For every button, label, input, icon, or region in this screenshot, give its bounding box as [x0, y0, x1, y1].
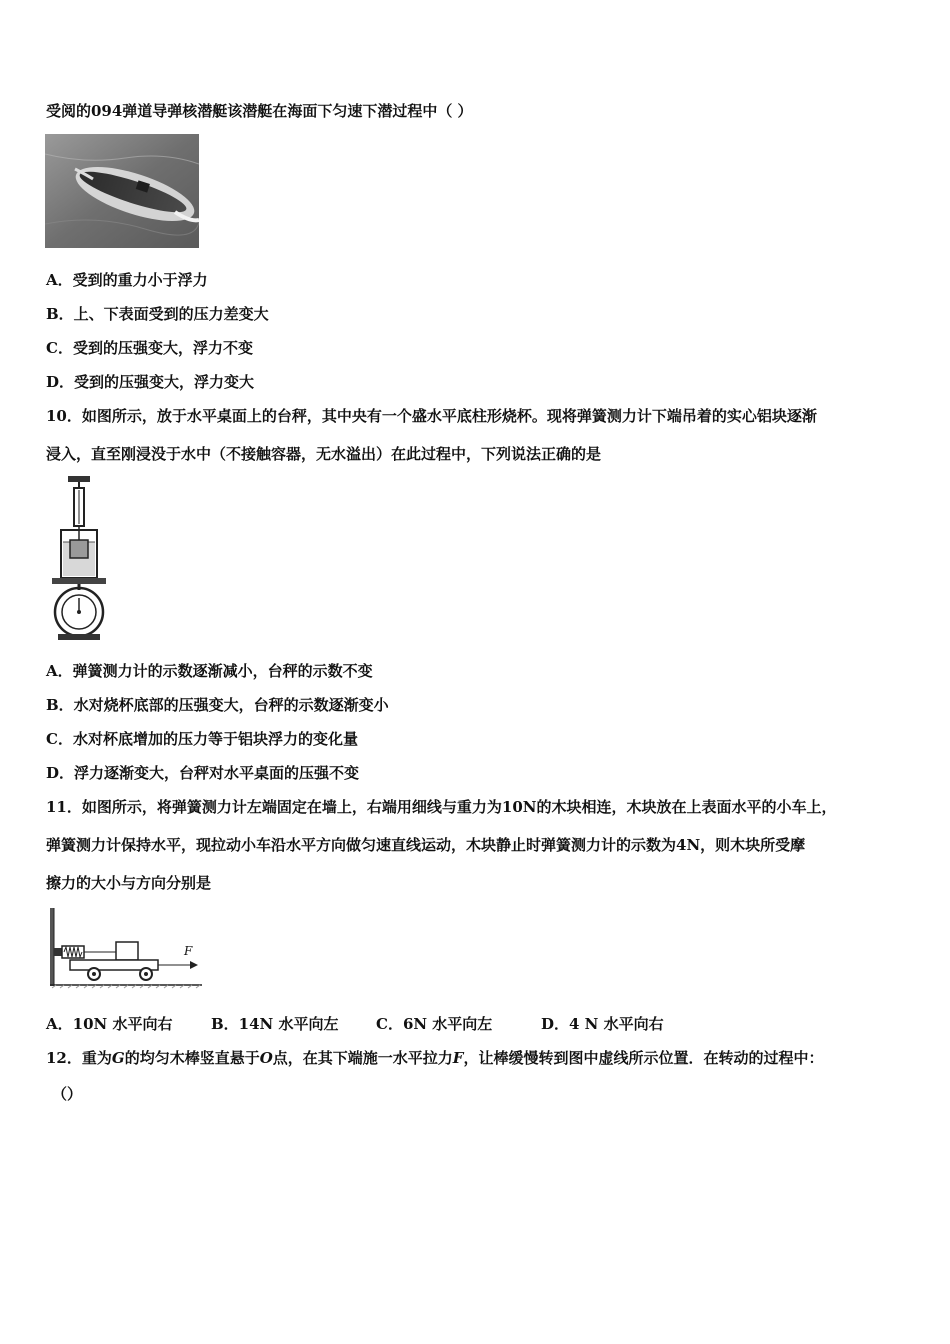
q12-stem-line2: （） [52, 1085, 83, 1103]
q12-suffix: ，让棒缓慢转到图中虚线所示位置．在转动的过程中： [463, 1049, 824, 1067]
q11-option-a: A．10N 水平向右 [46, 1015, 173, 1033]
q9-option-a: A．受到的重力小于浮力 [46, 271, 208, 289]
q10-option-d: D．浮力逐渐变大，台秤对水平桌面的压强不变 [46, 764, 360, 782]
q12-mid1: 的均匀木棒竖直悬于 [124, 1049, 260, 1067]
force-label: F [184, 944, 193, 958]
q12-stem-line1 [46, 1048, 823, 1068]
q12-var-f: F [452, 1049, 464, 1067]
q9-stem: 受阅的094弹道导弹核潜艇该潜艇在海面下匀速下潜过程中（ ） [46, 102, 473, 120]
q10-option-b: B．水对烧杯底部的压强变大，台秤的示数逐渐变小 [46, 696, 389, 714]
submarine-photo [45, 134, 199, 248]
q12-mid2: 点，在其下端施一水平拉力 [272, 1049, 453, 1067]
spring-cart-figure [50, 906, 206, 990]
q11-option-b: B．14N 水平向左 [211, 1015, 339, 1033]
q11-stem-line2: 弹簧测力计保持水平，现拉动小车沿水平方向做匀速直线运动，木块静止时弹簧测力计的示数为4N，则木块所受摩 [46, 836, 806, 854]
q12-prefix: 12．重为 [46, 1049, 112, 1067]
q12-var-g: G [111, 1049, 125, 1067]
q9-option-c: C．受到的压强变大，浮力不变 [46, 339, 253, 357]
q11-options [46, 1014, 664, 1034]
q10-stem-line1: 10．如图所示，放于水平桌面上的台秤，其中央有一个盛水平底柱形烧杯。现将弹簧测力计下端吊着的实心铝块逐渐 [46, 407, 817, 425]
scale-beaker-figure [48, 474, 110, 646]
q9-option-b: B．上、下表面受到的压力差变大 [46, 305, 269, 323]
q11-stem-line3: 擦力的大小与方向分别是 [46, 874, 212, 892]
q9-option-d: D．受到的压强变大，浮力变大 [46, 373, 255, 391]
q10-option-c: C．水对杯底增加的压力等于铝块浮力的变化量 [46, 730, 358, 748]
q11-option-c: C．6N 水平向左 [376, 1015, 493, 1033]
q11-option-d: D．4 N 水平向右 [541, 1015, 664, 1033]
q10-stem-line2: 浸入，直至刚浸没于水中（不接触容器，无水溢出）在此过程中，下列说法正确的是 [46, 445, 602, 463]
q12-var-o: O [259, 1049, 273, 1067]
q11-stem-line1: 11．如图所示，将弹簧测力计左端固定在墙上，右端用细线与重力为10N的木块相连，木块放在上表面水平的小车上， [46, 798, 837, 816]
q10-option-a: A．弹簧测力计的示数逐渐减小，台秤的示数不变 [46, 662, 373, 680]
